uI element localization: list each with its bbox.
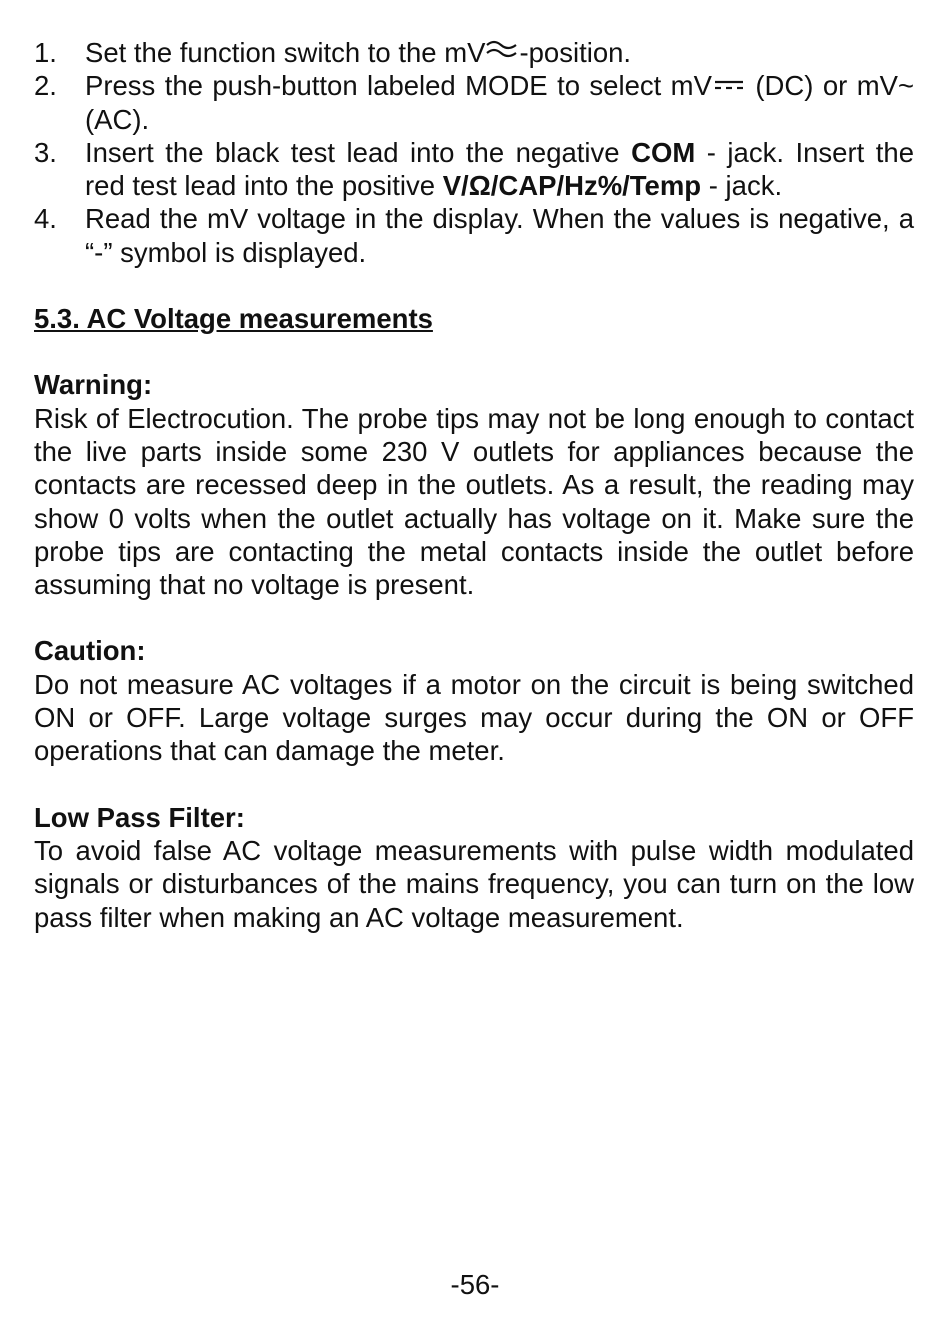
step-text: Press the push-button labeled MODE to select mV <box>85 70 712 102</box>
step-number: 3. <box>34 136 57 168</box>
step-text: - jack. Insert the red test lead into the positive <box>85 136 914 202</box>
step-4 <box>34 202 914 269</box>
section-heading: 5.3. AC Voltage measurements <box>34 303 433 335</box>
page-number: -56- <box>450 1269 500 1300</box>
low-pass-filter-text: To avoid false AC voltage measurements with pulse width modulated signals or disturbances of the mains frequency, you can turn on the low pass filter when making an AC voltage measurement. <box>34 834 914 933</box>
step-number: 1. <box>34 37 57 68</box>
step-text: -position. <box>519 37 632 68</box>
step-2 <box>34 69 914 136</box>
caution-label: Caution: <box>34 635 146 667</box>
warning-text: Risk of Electrocution. The probe tips may not be long enough to contact the live parts inside some 230 V outlets for appliances because the contacts are recessed deep in the outlets. As a result, the reading may show 0 volts when the outlet actually has voltage on it. Make sure the probe tips are contacting the metal contacts inside the outlet before assuming that no voltage is present. <box>34 402 914 601</box>
step-1 <box>34 36 914 69</box>
step-text: Set the function switch to the mV <box>85 37 486 68</box>
step-text: - jack. <box>701 170 783 202</box>
step-text: Read the mV voltage in the display. When the values is negative, a “-” symbol is displayed. <box>85 203 914 268</box>
input-jack-label: V/Ω/CAP/Hz%/Temp <box>442 170 702 202</box>
ac-dc-symbol-icon <box>485 38 519 62</box>
step-number: 2. <box>34 70 57 102</box>
step-text: (DC) or mV~ (AC). <box>85 70 914 135</box>
com-jack-label: COM <box>631 136 696 168</box>
low-pass-filter-label: Low Pass Filter: <box>34 801 245 833</box>
step-3 <box>34 136 914 203</box>
document-page <box>34 36 914 934</box>
step-number: 4. <box>34 203 57 235</box>
caution-text: Do not measure AC voltages if a motor on the circuit is being switched ON or OFF. Large voltage surges may occur during the ON or OFF operations that can damage the meter. <box>34 668 914 767</box>
warning-label: Warning: <box>34 369 153 401</box>
dc-symbol-icon <box>712 75 746 95</box>
procedure-steps <box>34 36 914 269</box>
step-text: Insert the black test lead into the negative <box>85 136 632 168</box>
